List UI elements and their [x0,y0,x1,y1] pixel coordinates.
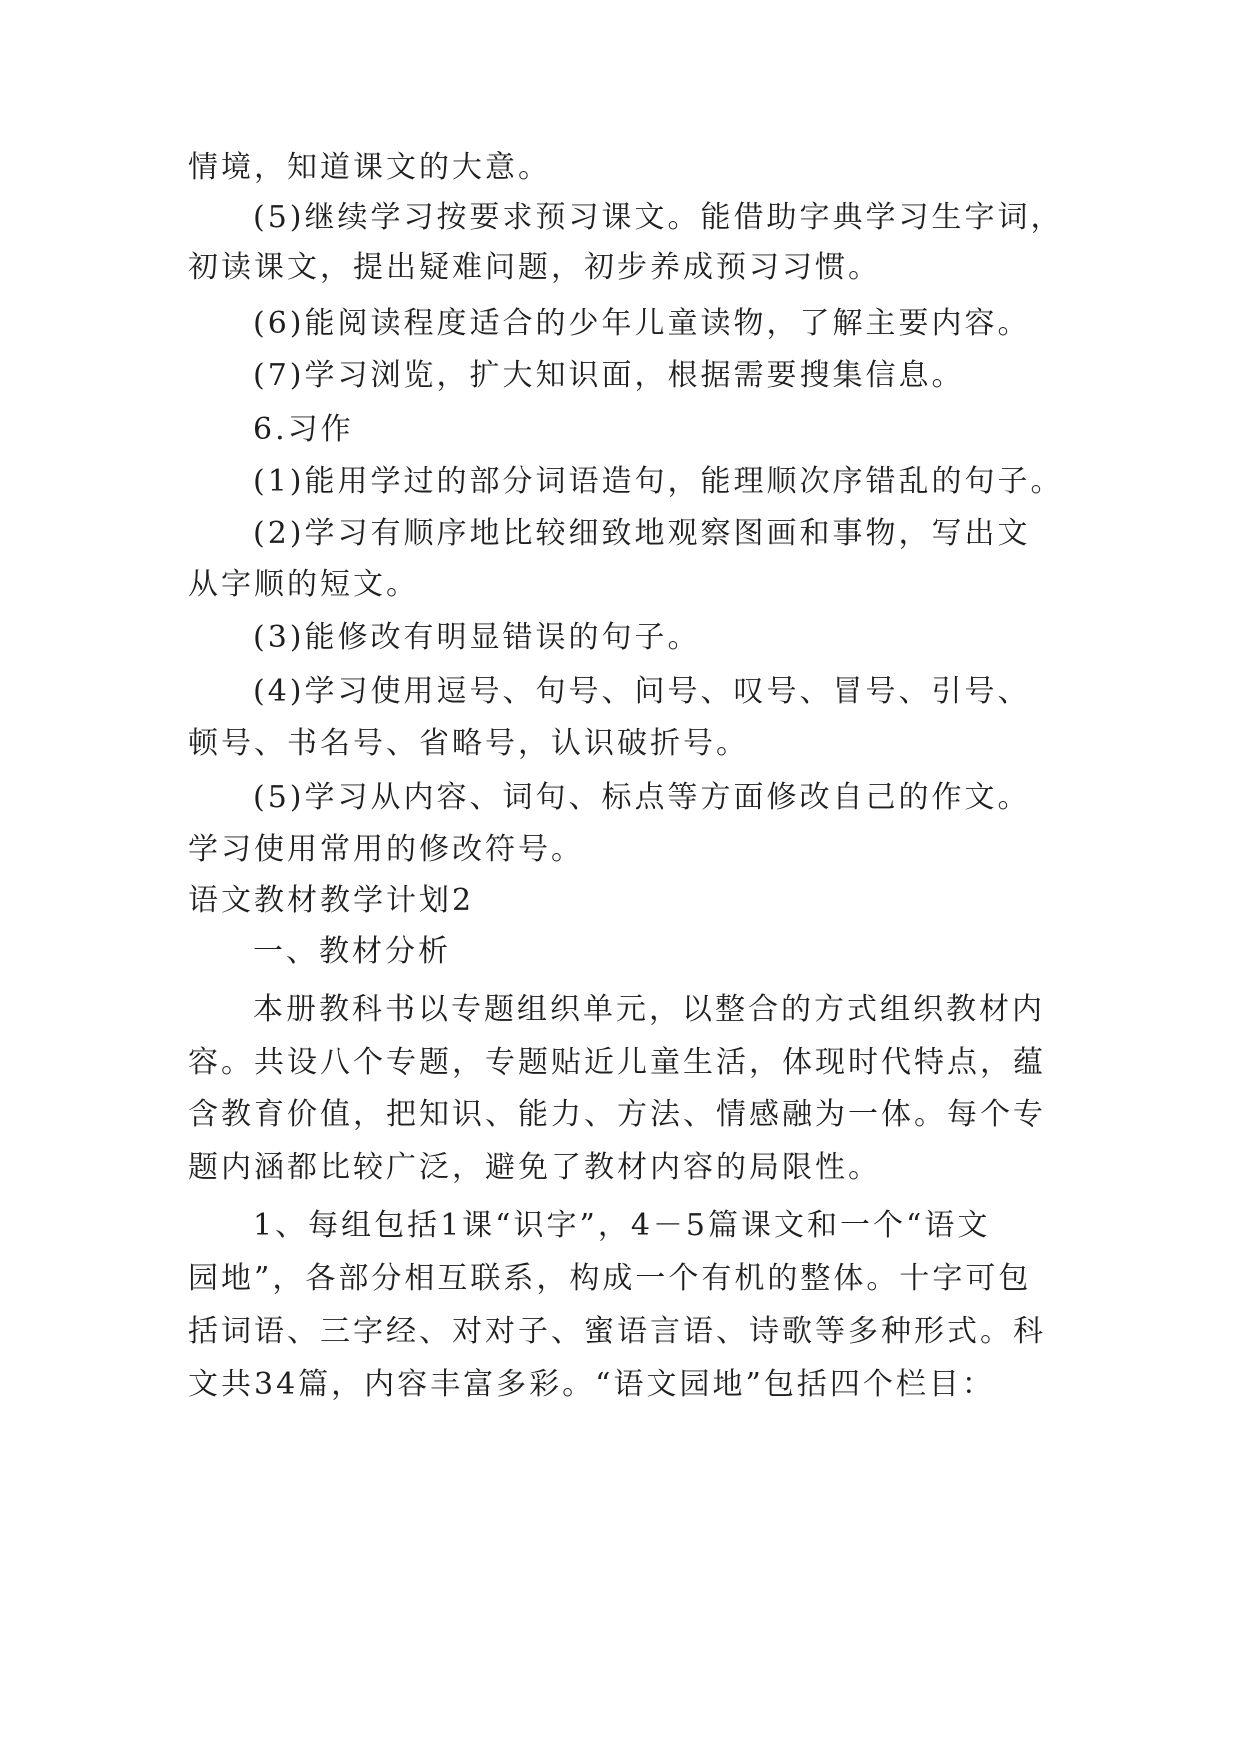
text-line: (5)学习从内容、词句、标点等方面修改自己的作文。 [253,780,1031,815]
text-line: 从字顺的短文。 [188,567,419,602]
text-line: 初读课文，提出疑难问题，初步养成预习习惯。 [188,250,881,285]
text-line: (4)学习使用逗号、句号、问号、叹号、冒号、引号、 [253,674,1031,709]
text-line: 本册教科书以专题组织单元，以整合的方式组织教材内 [253,992,1045,1027]
text-line: (6)能阅读程度适合的少年儿童读物，了解主要内容。 [253,306,1031,341]
text-line: 文共34篇，内容丰富多彩。“语文园地”包括四个栏目： [188,1367,995,1402]
section-title: 语文教材教学计划2 [188,883,475,918]
text-line: 园地”，各部分相互联系，构成一个有机的整体。十字可包 [188,1261,1032,1296]
text-line: 题内涵都比较广泛，避免了教材内容的局限性。 [188,1150,881,1185]
text-line: 含教育价值，把知识、能力、方法、情感融为一体。每个专 [188,1097,1046,1132]
text-line: 情境，知道课文的大意。 [188,150,551,185]
text-line: (3)能修改有明显错误的句子。 [253,620,701,655]
section-heading: 6.习作 [253,412,354,447]
text-line: (2)学习有顺序地比较细致地观察图画和事物，写出文 [253,516,1031,551]
text-line: 顿号、书名号、省略号，认识破折号。 [188,726,749,761]
text-line: 括词语、三字经、对对子、蜜语言语、诗歌等多种形式。科 [188,1314,1046,1349]
text-line: 1、每组包括1课“识字”，4－5篇课文和一个“语文 [253,1208,991,1243]
text-line: (7)学习浏览，扩大知识面，根据需要搜集信息。 [253,358,965,393]
text-line: 容。共设八个专题，专题贴近儿童生活，体现时代特点，蕴 [188,1045,1046,1080]
section-heading: 一、教材分析 [253,934,451,969]
text-line: (1)能用学过的部分词语造句，能理顺次序错乱的句子。 [253,464,1064,499]
text-line: 学习使用常用的修改符号。 [188,832,584,867]
text-line: (5)继续学习按要求预习课文。能借助字典学习生字词， [253,200,1064,235]
